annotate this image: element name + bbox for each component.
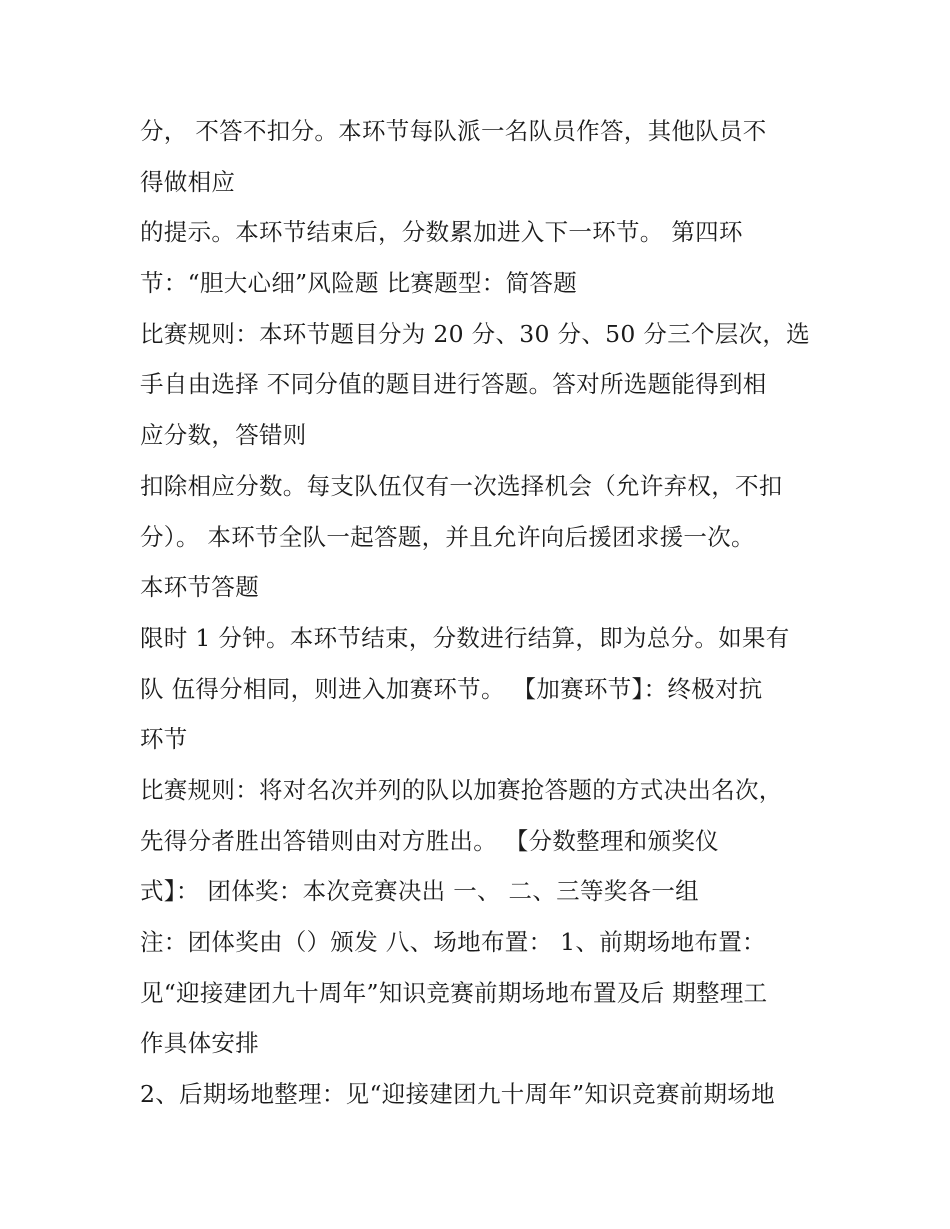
text-line: 注：团体奖由（）颁发 八、场地布置： 1、前期场地布置： xyxy=(140,928,766,956)
text-line: 手自由选择 不同分值的题目进行答题。答对所选题能得到相 xyxy=(140,370,767,399)
text-line: 节：“胆大心细”风险题 比赛题型：简答题 xyxy=(140,269,577,298)
text-line: 比赛规则：将对名次并列的队以加赛抢答题的方式决出名次， xyxy=(140,775,783,804)
text-line: 分， 不答不扣分。本环节每队派一名队员作答，其他队员不 xyxy=(140,117,767,145)
text-line: 队 伍得分相同，则进入加赛环节。 【加赛环节】：终极对抗 xyxy=(140,674,763,703)
text-line: 的提示。本环节结束后，分数累加进入下一环节。 第四环 xyxy=(140,218,743,247)
text-line: 限时 1 分钟。本环节结束，分数进行结算，即为总分。如果有 xyxy=(140,623,790,652)
text-line: 环节 xyxy=(140,725,188,754)
text-line: 比赛规则：本环节题目分为 20 分、30 分、50 分三个层次，选 xyxy=(140,319,810,348)
text-line: 应分数，答错则 xyxy=(140,421,307,450)
text-line: 分）。 本环节全队一起答题，并且允许向后援团求援一次。 xyxy=(140,522,755,551)
text-line: 先得分者胜出答错则由对方胜出。 【分数整理和颁奖仪 xyxy=(140,826,719,855)
document-body xyxy=(140,106,840,1120)
text-line: 式】： 团体奖：本次竞赛决出 一、 二、三等奖各一组 xyxy=(140,877,699,906)
text-line: 扣除相应分数。每支队伍仅有一次选择机会（允许弃权，不扣 xyxy=(140,471,783,500)
text-line: 作具体安排 xyxy=(140,1029,259,1058)
text-line: 得做相应 xyxy=(140,167,236,196)
text-line: 2、后期场地整理：见“迎接建团九十周年”知识竞赛前期场地 xyxy=(140,1080,775,1109)
text-line: 本环节答题 xyxy=(140,573,259,602)
text-line: 见“迎接建团九十周年”知识竞赛前期场地布置及后 期整理工 xyxy=(140,978,768,1007)
